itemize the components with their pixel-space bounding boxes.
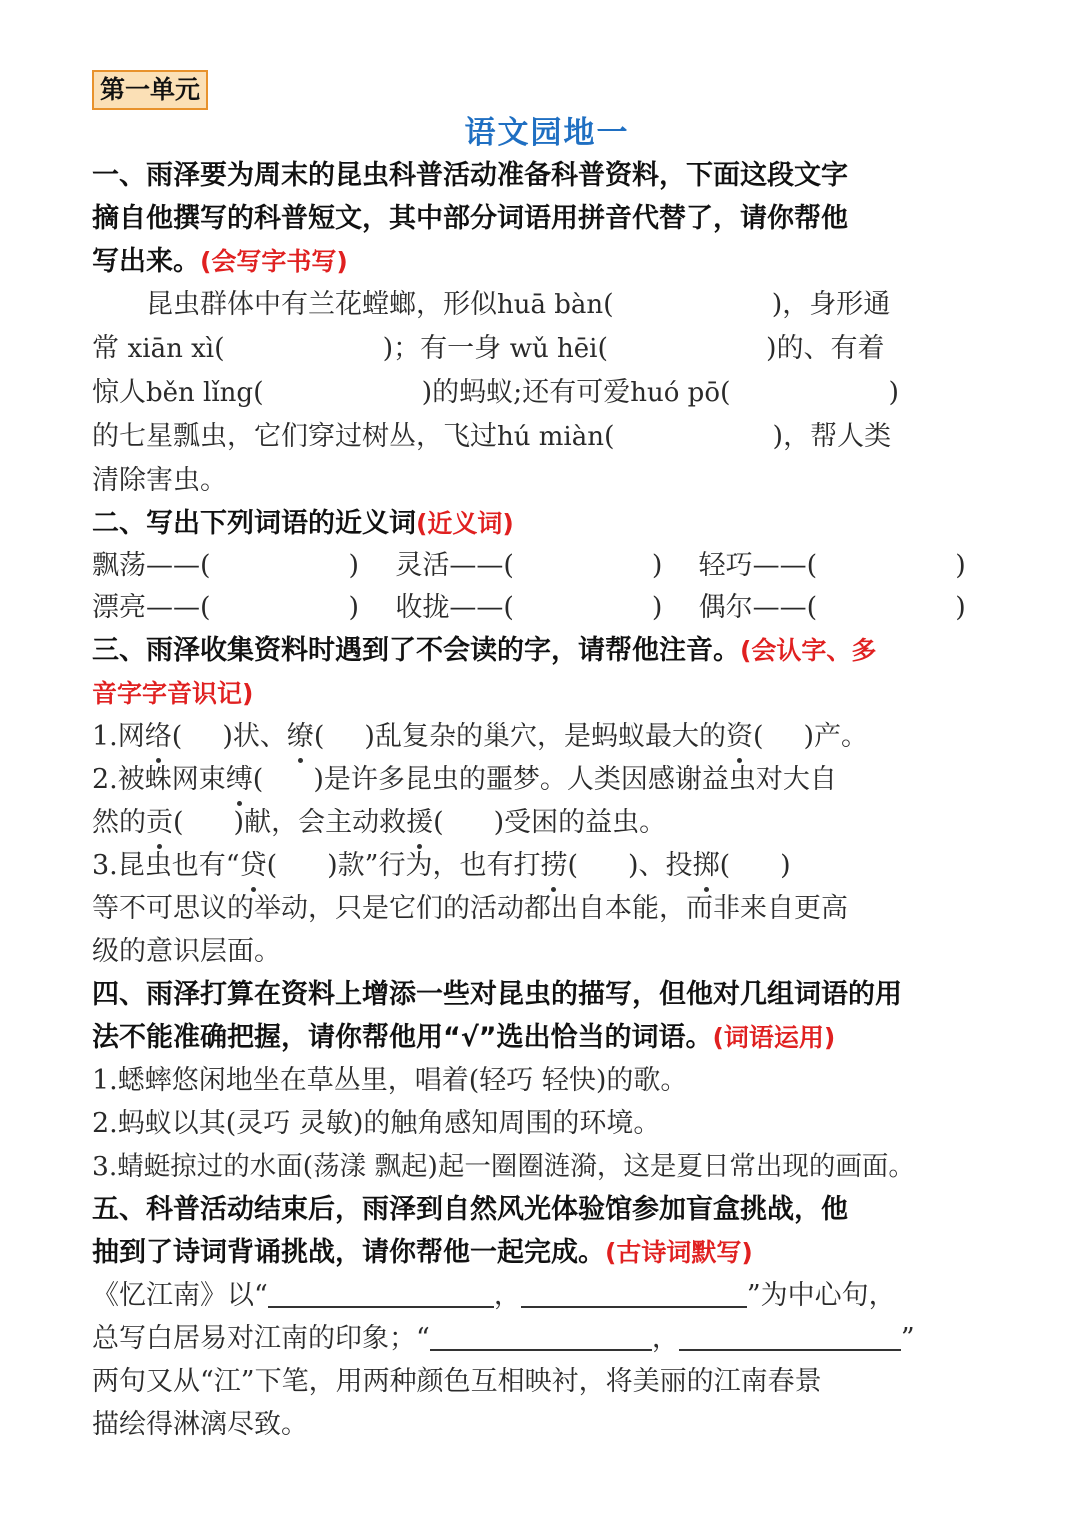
q1-text: 的、有着 [776,333,885,364]
q3-tag-2: 音字字音识记) [92,679,254,708]
q1-text: ，身形通 [782,289,891,320]
synonym-word: 偶尔——( [698,592,818,623]
q4-heading-line-2 [92,1016,1002,1059]
q3-line-4: 3.昆虫也有“贷( )款”行为，也有打捞( )、投掷( ) [92,844,1002,887]
q1-text: 惊人 [92,377,146,408]
q3-text: ) [780,850,791,881]
q3-line-1: 1.网络( )状、缭( )乱复杂的巢穴，是蚂蚁最大的资( )产。 [92,715,1002,758]
q1-text: ，帮人类 [783,421,892,452]
q3-text: )状、 [222,721,287,752]
q3-heading-line-2 [92,672,1002,715]
q1-text-line-1: 昆虫群体中有兰花螳螂，形似huā bàn( )，身形通 [146,289,891,320]
q4-item-2[interactable]: 2.蚂蚁以其(灵巧 灵敏)的触角感知周围的环境。 [92,1108,661,1139]
pinyin-huaban: huā bàn [497,290,604,320]
q3-text: 1.网 [92,721,145,752]
q3-line-5: 等不可思议的举动，只是它们的活动都出自本能，而非来自更高 [92,893,848,924]
q5-heading: 抽到了诗词背诵挑战，请你帮他一起完成。 [92,1237,605,1268]
dotted-char: 贷 [240,844,267,887]
q3-heading-line-1 [92,629,1002,672]
worksheet-page [92,70,1002,1446]
q1-text: ；有一身 [393,333,502,364]
q5-heading-line-2 [92,1231,1002,1274]
synonym-item: 灵活——( ) [395,550,663,581]
synonym-word: 灵活——( [395,550,514,581]
synonym-item: 漂亮——( ) [92,592,360,623]
q4-heading-line-1: 四、雨泽打算在资料上增添一些对昆虫的描写，但他对几组词语的用 [92,979,902,1010]
answer-underline[interactable] [430,1319,652,1351]
q3-text: )、投 [628,850,693,881]
q3-text: 然的 [92,807,146,838]
answer-underline[interactable] [268,1276,494,1308]
q5-text: 总写白居易对江南的印象；“ [92,1323,430,1354]
q2-heading: 二、写出下列词语的近义词 [92,508,416,539]
q5-text: ” [900,1323,915,1354]
q4-heading: 法不能准确把握，请你帮他用“√”选出恰当的词语。 [92,1022,713,1053]
q1-text-line-4: 的七星瓢虫，它们穿过树丛，飞过hú miàn( )，帮人类 [92,421,892,452]
pinyin-humian: hú miàn [497,422,604,452]
q1-heading-line-2: 摘自他撰写的科普短文，其中部分词语用拼音代替了，请你帮他 [92,203,848,234]
pinyin-xianxi: xiān xì [127,334,215,364]
answer-underline[interactable] [679,1319,901,1351]
dotted-char: 捞 [540,844,567,887]
dotted-char: 援 [406,801,433,844]
page-title: 语文园地一 [464,115,630,151]
q3-heading: 三、雨泽收集资料时遇到了不会读的字，请帮他注音。 [92,635,740,666]
q1-text: 的七星瓢虫，它们穿过树丛，飞过 [92,421,497,452]
question-3 [92,629,1002,973]
unit-label: 第一单元 [92,70,208,110]
q3-text: 2.被蛛网束 [92,764,226,795]
pinyin-benling: běn lǐng [146,378,254,408]
q4-item-3[interactable]: 3.蜻蜓掠过的水面(荡漾 飘起)起一圈圈涟漪，这是夏日常出现的画面。 [92,1151,915,1182]
answer-underline[interactable] [521,1276,747,1308]
q5-comma: ， [651,1323,679,1354]
q3-text: )款”行为，也有打 [327,850,541,881]
q3-text: )是许多昆虫的噩梦。人类因感谢益虫对大自 [313,764,837,795]
question-2 [92,502,1002,629]
dotted-char: 络 [145,715,172,758]
q5-tag: (古诗词默写) [605,1238,753,1267]
q3-text: 3.昆虫也有“ [92,850,240,881]
q2-tag: (近义词) [416,509,514,538]
q3-text: )献，会主动救 [233,807,407,838]
q1-text: 的蚂蚁;还有可爱 [432,377,631,408]
synonym-item: 飘荡——( ) [92,550,360,581]
question-5 [92,1188,1002,1446]
q3-line-3: 然的贡( )献，会主动救援( )受困的益虫。 [92,801,1002,844]
q5-comma: ， [493,1280,521,1311]
q3-line-6: 级的意识层面。 [92,936,281,967]
synonym-word: 收拢——( [395,592,514,623]
q1-heading-line-3 [92,240,1002,283]
dotted-char: 缭 [287,715,314,758]
question-1 [92,154,1002,502]
q2-heading-line [92,502,1002,545]
q5-text: ”为中心句， [746,1280,896,1311]
q1-heading-end: 写出来。 [92,246,200,277]
synonym-item: 偶尔——( ) [698,592,966,623]
q1-tag: (会写字书写) [200,247,348,276]
q1-text-line-5: 清除害虫。 [92,465,227,496]
q3-text: )产。 [803,721,869,752]
synonym-word: 轻巧——( [698,550,818,581]
q1-text-line-2: 常 xiān xì( )；有一身 wǔ hēi( )的、有着 [92,333,885,364]
q3-text: )受困的益虫。 [493,807,667,838]
dotted-char: 掷 [693,844,720,887]
q4-item-1[interactable]: 1.蟋蟀悠闲地坐在草丛里，唱着(轻巧 轻快)的歌。 [92,1065,688,1096]
q1-text: 常 [92,333,119,364]
question-4 [92,973,1002,1188]
q3-line-2: 2.被蛛网束缚( )是许多昆虫的噩梦。人类因感谢益虫对大自 [92,758,1002,801]
pinyin-wuhei: wǔ hēi [509,334,598,364]
q5-line-2 [92,1317,1002,1360]
dotted-char: 贡 [146,801,173,844]
q5-line-1 [92,1274,1002,1317]
synonym-word: 漂亮——( [92,592,211,623]
q3-tag-1: (会认字、多 [740,636,877,665]
q1-text-line-3: 惊人běn lǐng( )的蚂蚁;还有可爱huó pō( ) [92,377,900,408]
q5-heading-line-1: 五、科普活动结束后，雨泽到自然风光体验馆参加盲盒挑战，他 [92,1194,848,1225]
q4-tag: (词语运用) [712,1023,836,1052]
q2-row-2 [92,587,1002,629]
synonym-word: 飘荡——( [92,550,211,581]
q3-text: )乱复杂的巢穴，是蚂蚁最大的 [364,721,726,752]
dotted-char: 缚 [226,758,253,801]
synonym-item: 收拢——( ) [395,592,663,623]
dotted-char: 资 [726,715,753,758]
q5-line-4: 描绘得淋漓尽致。 [92,1409,308,1440]
q5-text: 《忆江南》以“ [92,1280,268,1311]
q2-row-1 [92,545,1002,587]
q1-text: 昆虫群体中有兰花螳螂，形似 [146,289,497,320]
synonym-item: 轻巧——( ) [698,550,966,581]
q5-line-3: 两句又从“江”下笔，用两种颜色互相映衬，将美丽的江南春景 [92,1366,822,1397]
pinyin-huopo: huó pō [630,378,720,408]
q1-heading-line-1: 一、雨泽要为周末的昆虫科普活动准备科普资料，下面这段文字 [92,160,848,191]
